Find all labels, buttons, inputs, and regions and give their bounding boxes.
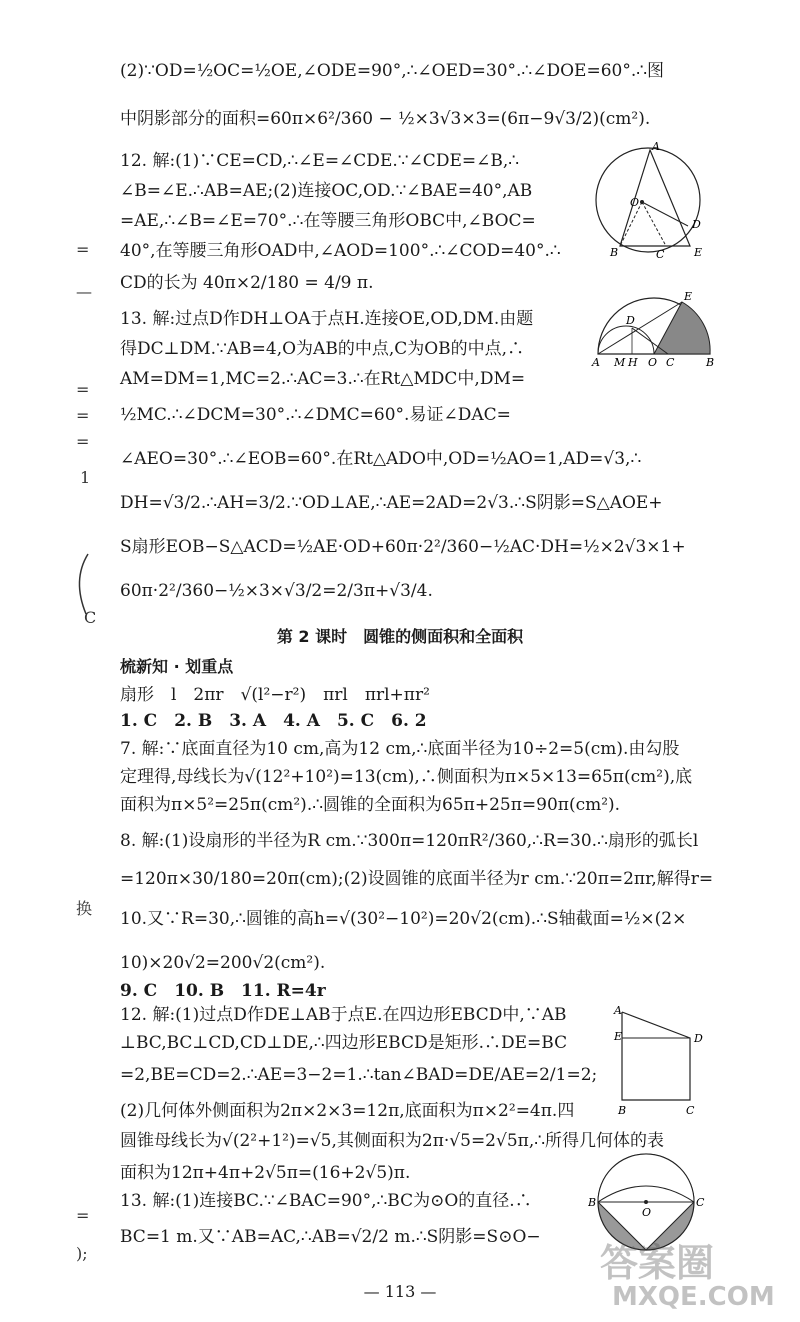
- label-D: D: [694, 1032, 703, 1045]
- label-O: O: [630, 196, 640, 209]
- text-line: (2)∵OD=½OC=½OE,∠ODE=90°,∴∠OED=30°.∴∠DOE=60°.∴图: [120, 61, 665, 81]
- semicircle-figure: [588, 288, 718, 368]
- text-line: 面积为12π+4π+2√5π=(16+2√5)π.: [120, 1163, 411, 1183]
- text-line: 圆锥母线长为√(2²+1²)=√5,其侧面积为2π·√5=2√5π,∴所得几何体的表: [120, 1131, 665, 1151]
- choice-answers: 1. C 2. B 3. A 4. A 5. C 6. 2: [120, 711, 427, 731]
- subsection-title: 梳新知 · 划重点: [120, 657, 234, 676]
- label-O: O: [642, 1206, 652, 1219]
- text-line: 7. 解:∵底面直径为10 cm,高为12 cm,∴底面半径为10÷2=5(cm).由勾股: [120, 739, 680, 759]
- text-line: 定理得,母线长为√(12²+10²)=13(cm),∴侧面积为π×5×13=65π(cm²),底: [120, 767, 693, 787]
- margin-mark: =: [76, 380, 90, 399]
- label-B: B: [618, 1104, 627, 1117]
- text-line: BC=1 m.又∵AB=AC,∴AB=√2/2 m.∴S阴影=S⊙O−: [120, 1227, 541, 1247]
- label-B: B: [706, 356, 715, 368]
- text-line: 12. 解:(1)过点D作DE⊥AB于点E.在四边形EBCD中,∵AB: [120, 1005, 567, 1025]
- text-line: DH=√3/2.∴AH=3/2.∵OD⊥AE,∴AE=2AD=2√3.∴S阴影=S△AOE+: [120, 493, 663, 513]
- label-M: M: [614, 356, 626, 368]
- label-C: C: [666, 356, 675, 368]
- label-O: O: [648, 356, 658, 368]
- text-line: S扇形EOB−S△ACD=½AE·OD+60π·2²/360−½AC·DH=½×2√3×1+: [120, 537, 686, 557]
- label-D: D: [692, 218, 701, 231]
- text-line: ∠B=∠E.∴AB=AE;(2)连接OC,OD.∵∠BAE=40°,AB: [120, 181, 533, 201]
- margin-mark: =: [76, 1206, 90, 1225]
- text-line: 得DC⊥DM.∵AB=4,O为AB的中点,C为OB的中点,∴: [120, 339, 525, 359]
- text-line: AM=DM=1,MC=2.∴AC=3.∴在Rt△MDC中,DM=: [120, 369, 526, 389]
- trapezoid-figure: [612, 1000, 712, 1120]
- text-line: ⊥BC,BC⊥CD,CD⊥DE,∴四边形EBCD是矩形.∴DE=BC: [120, 1033, 568, 1053]
- margin-mark: 换: [76, 899, 93, 918]
- watermark-url: MXQE.COM: [612, 1282, 775, 1312]
- text-line: 8. 解:(1)设扇形的半径为R cm.∵300π=120πR²/360,∴R=30.∴扇形的弧长l: [120, 831, 699, 851]
- text-line: =120π×30/180=20π(cm);(2)设圆锥的底面半径为r cm.∵20π=2πr,解得r=: [120, 869, 714, 889]
- text-line: (2)几何体外侧面积为2π×2×3=12π,底面积为π×2²=4π.四: [120, 1101, 575, 1121]
- margin-arc: [68, 550, 98, 620]
- label-E: E: [614, 1030, 623, 1043]
- text-line: ∠AEO=30°.∴∠EOB=60°.在Rt△ADO中,OD=½AO=1,AD=√3,∴: [120, 449, 642, 469]
- text-line: 13. 解:过点D作DH⊥OA于点H.连接OE,OD,DM.由题: [120, 309, 534, 329]
- label-D: D: [626, 314, 635, 327]
- text-line: 面积为π×5²=25π(cm²).∴圆锥的全面积为65π+25π=90π(cm²).: [120, 795, 621, 815]
- label-H: H: [628, 356, 638, 368]
- label-C: C: [686, 1104, 695, 1117]
- watermark-logo: 答案圈: [600, 1241, 715, 1285]
- section-title: 第 2 课时 圆锥的侧面积和全面积: [276, 627, 524, 646]
- label-A: A: [652, 140, 660, 153]
- label-C: C: [696, 1196, 705, 1209]
- text-line: 10)×20√2=200√2(cm²).: [120, 953, 326, 973]
- margin-mark: =: [76, 432, 90, 451]
- text-line: 60π·2²/360−½×3×√3/2=2/3π+√3/4.: [120, 581, 433, 601]
- circle-triangle-figure: [590, 140, 710, 260]
- text-line: 12. 解:(1)∵CE=CD,∴∠E=∠CDE.∵∠CDE=∠B,∴: [120, 151, 520, 171]
- margin-mark: =: [76, 406, 90, 425]
- label-E: E: [684, 290, 693, 303]
- page-number: — 113 —: [363, 1282, 437, 1301]
- text-line: 13. 解:(1)连接BC.∵∠BAC=90°,∴BC为⊙O的直径.∴: [120, 1191, 532, 1211]
- margin-mark: =: [76, 240, 90, 259]
- label-E: E: [694, 246, 703, 259]
- text-line: =2,BE=CD=2.∴AE=3−2=1.∴tan∠BAD=DE/AE=2/1=2;: [120, 1065, 598, 1085]
- text-line: 10.又∵R=30,∴圆锥的高h=√(30²−10²)=20√2(cm).∴S轴截面=½×(2×: [120, 909, 687, 929]
- margin-mark: C: [84, 608, 97, 627]
- text-line: ½MC.∴∠DCM=30°.∴∠DMC=60°.易证∠DAC=: [120, 405, 511, 425]
- margin-mark: —: [76, 282, 92, 301]
- text-line: CD的长为 40π×2/180 = 4/9 π.: [120, 273, 374, 293]
- label-A: A: [614, 1004, 622, 1017]
- text-line: 中阴影部分的面积=60π×6²/360 − ½×3√3×3=(6π−9√3/2)(cm²).: [120, 109, 651, 129]
- margin-mark: );: [76, 1244, 88, 1263]
- text-line: 40°,在等腰三角形OAD中,∠AOD=100°.∴∠COD=40°.∴: [120, 241, 561, 261]
- label-A: A: [592, 356, 600, 368]
- margin-mark: 1: [80, 468, 91, 487]
- label-B: B: [588, 1196, 597, 1209]
- choice-answers: 9. C 10. B 11. R=4r: [120, 981, 326, 1001]
- fill-answers: 扇形 l 2πr √(l²−r²) πrl πrl+πr²: [120, 685, 430, 705]
- label-B: B: [610, 246, 619, 259]
- label-C: C: [656, 248, 665, 260]
- text-line: =AE,∴∠B=∠E=70°.∴在等腰三角形OBC中,∠BOC=: [120, 211, 536, 231]
